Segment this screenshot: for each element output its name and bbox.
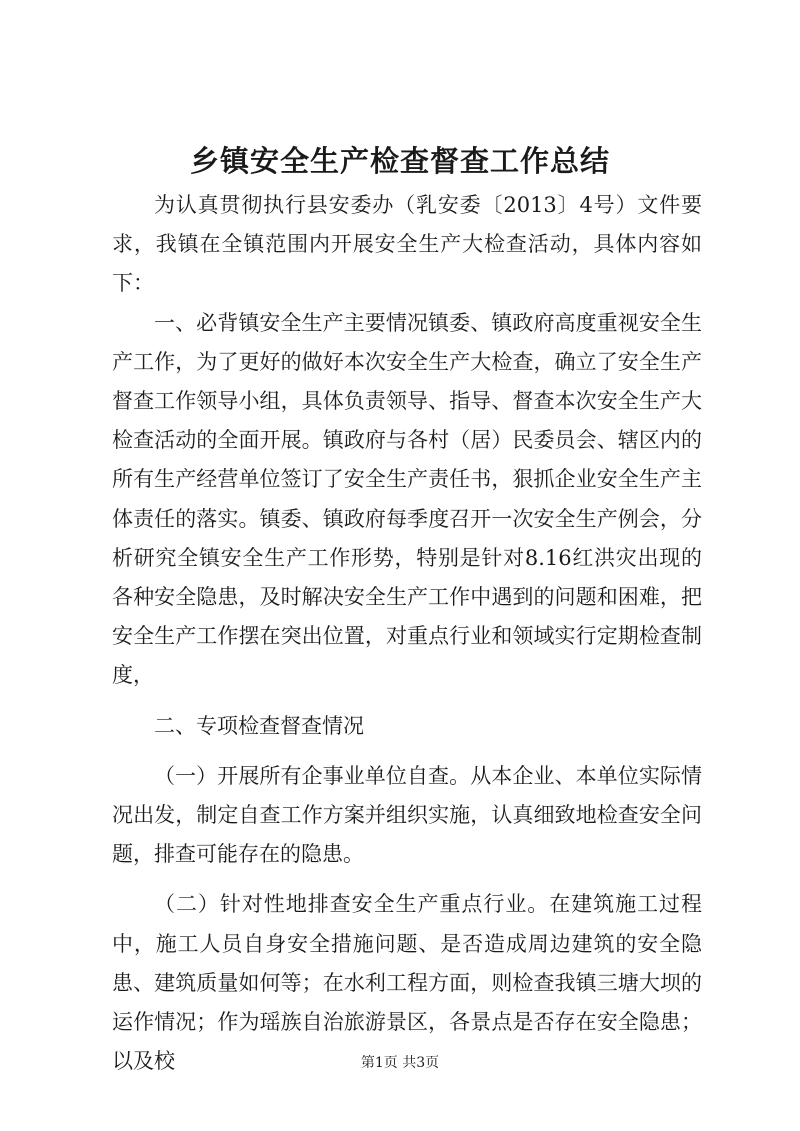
subsection-two-paragraph: （二）针对性地排查安全生产重点行业。在建筑施工过程中，施工人员自身安全措施问题、是否造成周边建筑的安全隐患、建筑质量如何等；在水利工程方面，则检查我镇三塘大坝的运作情况；作为瑶族自治旅游景区，各景点是否存在安全隐患；以及校: [112, 892, 702, 1074]
page-footer: 第1页 共3页: [360, 1055, 440, 1071]
section-one-paragraph: 一、必背镇安全生产主要情况镇委、镇政府高度重视安全生产工作，为了更好的做好本次安全生产大检查，确立了安全生产督查工作领导小组，具体负责领导、指导、督查本次安全生产大检查活动的全面开展。镇政府与各村（居）民委员会、辖区内的所有生产经营单位签订了安全生产责任书，狠抓企业安全生产主体责任的落实。镇委、镇政府每季度召开一次安全生产例会，分析研究全镇安全生产工作形势，特别是针对8.16红洪灾出现的各种安全隐患，及时解决安全生产工作中遇到的问题和困难，把安全生产工作摆在突出位置，对重点行业和领域实行定期检查制度，: [112, 310, 702, 688]
intro-paragraph: 为认真贯彻执行县安委办（乳安委〔2013〕4号）文件要求，我镇在全镇范围内开展安全生产大检查活动，具体内容如下：: [112, 193, 702, 296]
subsection-one-paragraph: （一）开展所有企事业单位自查。从本企业、本单位实际情况出发，制定自查工作方案并组织实施，认真细致地检查安全问题，排查可能存在的隐患。: [112, 763, 702, 867]
section-two-heading: 二、专项检查督查情况: [154, 713, 364, 738]
document-body: [112, 186, 702, 1081]
page-title: 乡镇安全生产检查督查工作总结: [189, 144, 610, 178]
